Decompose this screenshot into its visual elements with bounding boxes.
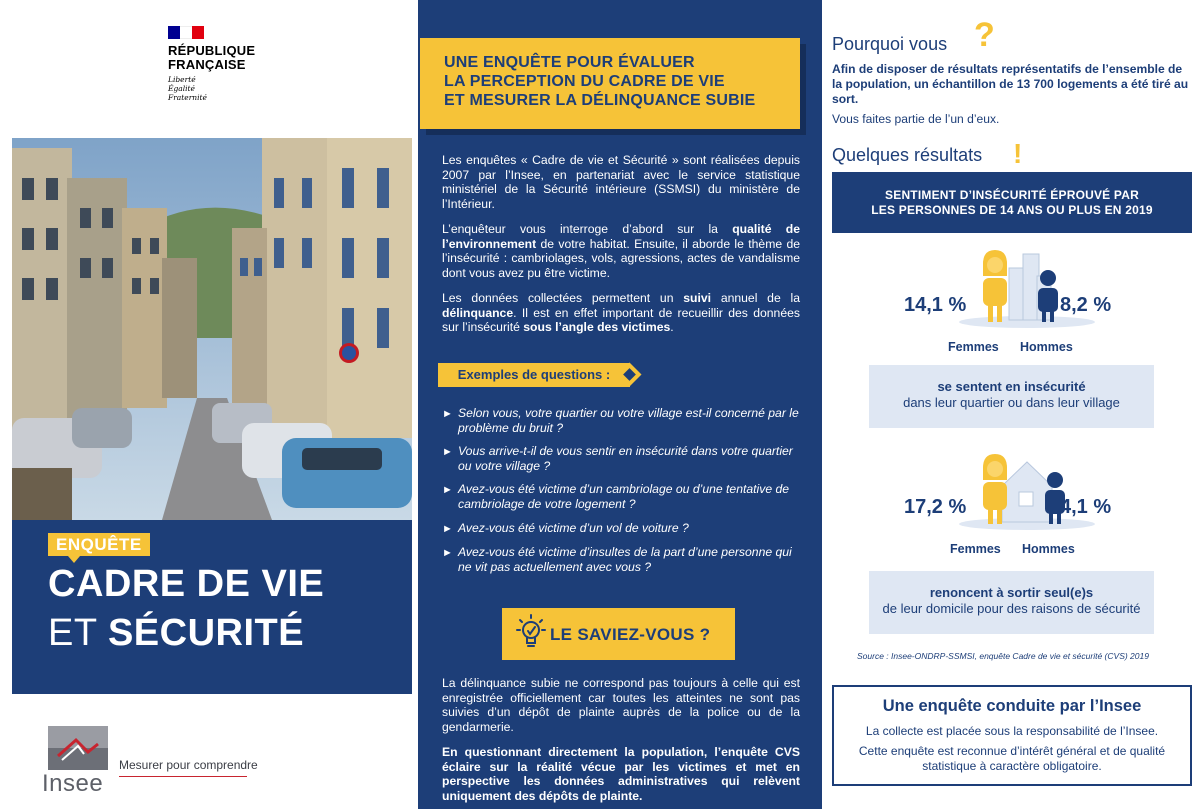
results-panel [822,0,1200,809]
mid-title-box [420,38,800,129]
mid-title-line: ET MESURER LA DÉLINQUANCE SUBIE [444,92,756,109]
stat1-women-pct: 14,1 % [904,294,967,316]
question-mark-icon: ? [974,16,995,54]
stat2-women-pct: 17,2 % [904,496,967,518]
question-item: ► Selon vous, votre quartier ou votre village est-il concerné par le problème du bruit ? [442,406,799,435]
question-item: ► Avez-vous été victime d’un cambriolage ou d’une tentative de cambriolage de votre logement ? [442,482,790,511]
arrow-icon: ► [442,484,453,497]
stat2-caption-box: renoncent à sortir seul(e)s de leur domicile pour des raisons de sécurité [869,571,1154,634]
rf-motto: Liberté Égalité Fraternité [168,75,207,102]
source-note: Source : Insee-ONDRP-SSMSI, enquête Cadre de vie et sécurité (CVS) 2019 [857,651,1149,661]
delinquance-paragraph: La délinquance subie ne correspond pas toujours à celle qui est enregistrée officiellement car toutes les atteintes ne sont pas suivies d’un dépôt de plainte auprès de la police ou de la gendarmerie. [442,676,800,734]
insee-box-title: Une enquête conduite par l’Insee [882,697,1142,715]
arrow-icon: ► [442,547,453,560]
cover-panel [0,0,418,809]
arrow-icon: ► [442,408,453,420]
question-item: ► Avez-vous été victime d’un vol de voiture ? [442,520,689,535]
cover-title-line1: CADRE DE VIE [48,563,325,605]
examples-label: Exemples de questions : [438,363,630,387]
data-paragraph: Les données collectées permettent un suivi annuel de la délinquance. Il est en effet important de recueillir des données sur l’insécurité sous l’angle des victimes. [442,291,800,335]
insee-box-line2: Cette enquête est reconnue d’intérêt général et de qualité statistique à caractère obligatoire. [858,744,1166,773]
stat1-men-pct: 8,2 % [1060,294,1112,316]
intro-paragraph: Les enquêtes « Cadre de vie et Sécurité » sont réalisées depuis 2007 par l’Insee, en partenariat avec le service statistique ministériel de la Sécurité intérieure (SSMSI) du ministère de l’Intérieur. [442,153,800,211]
mid-title-line: UNE ENQUÊTE POUR ÉVALUER [444,54,695,71]
insee-tagline: Mesurer pour comprendre [119,758,258,777]
insee-conducted-box [832,685,1192,786]
why-bold-text: Afin de disposer de résultats représentatifs de l’ensemble de la population, un échantillon de 13 700 logements a été tiré au sort. [832,62,1189,106]
french-flag-icon [168,26,204,39]
info-panel [418,0,822,809]
why-normal-text: Vous faites partie de l’un d’eux. [832,112,1000,126]
lightbulb-icon [516,613,546,653]
saviez-vous-label: LE SAVIEZ-VOUS ? [550,625,711,644]
insee-logo [42,726,112,798]
interview-paragraph: L’enquêteur vous interroge d’abord sur la qualité de l’environnement de votre habitat. Ensuite, il aborde le thème de l’insécurité : cambriolages, vols, agressions, actes de vandalisme dont vous avez pu être victime. [442,222,800,280]
results-banner: SENTIMENT D’INSÉCURITÉ ÉPROUVÉ PAR LES PERSONNES DE 14 ANS OU PLUS EN 2019 [832,172,1192,233]
rf-title-1: RÉPUBLIQUE [168,43,256,58]
stat2-women-label: Femmes [950,542,1001,556]
stat2-men-pct: 4,1 % [1060,496,1112,518]
stat1-caption-box: se sentent en insécurité dans leur quartier ou dans leur village [869,365,1154,428]
arrow-icon: ► [442,522,453,535]
stat1-women-label: Femmes [948,340,999,354]
stat1-men-label: Hommes [1020,340,1073,354]
exclamation-icon: ! [1013,138,1023,169]
republique-francaise-logo [168,26,268,102]
saviez-vous-box [502,608,735,660]
cover-title-band [12,520,412,694]
insee-box-line1: La collecte est placée sous la responsabilité de l’Insee. [865,724,1159,738]
cover-title-line2: ET SÉCURITÉ [48,612,305,654]
why-heading: Pourquoi vous ? [832,16,995,54]
question-item: ► Avez-vous été victime d’insultes de la part d’une personne qui ne vit pas actuellement avec vous ? [442,545,792,574]
street-photo [12,138,412,520]
question-item: ► Vous arrive-t-il de vous sentir en insécurité dans votre quartier ou votre village ? [442,444,793,473]
questions-list [442,406,802,583]
insee-word: Insee [42,770,104,797]
insee-mark-icon [48,726,108,770]
stat2-men-label: Hommes [1022,542,1075,556]
results-heading: Quelques résultats ! [832,138,1023,169]
rf-title-2: FRANÇAISE [168,57,246,72]
enquete-tag: ENQUÊTE [48,533,150,556]
cvs-paragraph: En questionnant directement la population, l’enquête CVS éclaire sur la réalité vécue par les victimes et met en perspective les données administratives qui relèvent uniquement des dépôts de plainte. [442,745,800,803]
mid-title-line: LA PERCEPTION DU CADRE DE VIE [444,73,725,90]
arrow-icon: ► [442,446,453,459]
